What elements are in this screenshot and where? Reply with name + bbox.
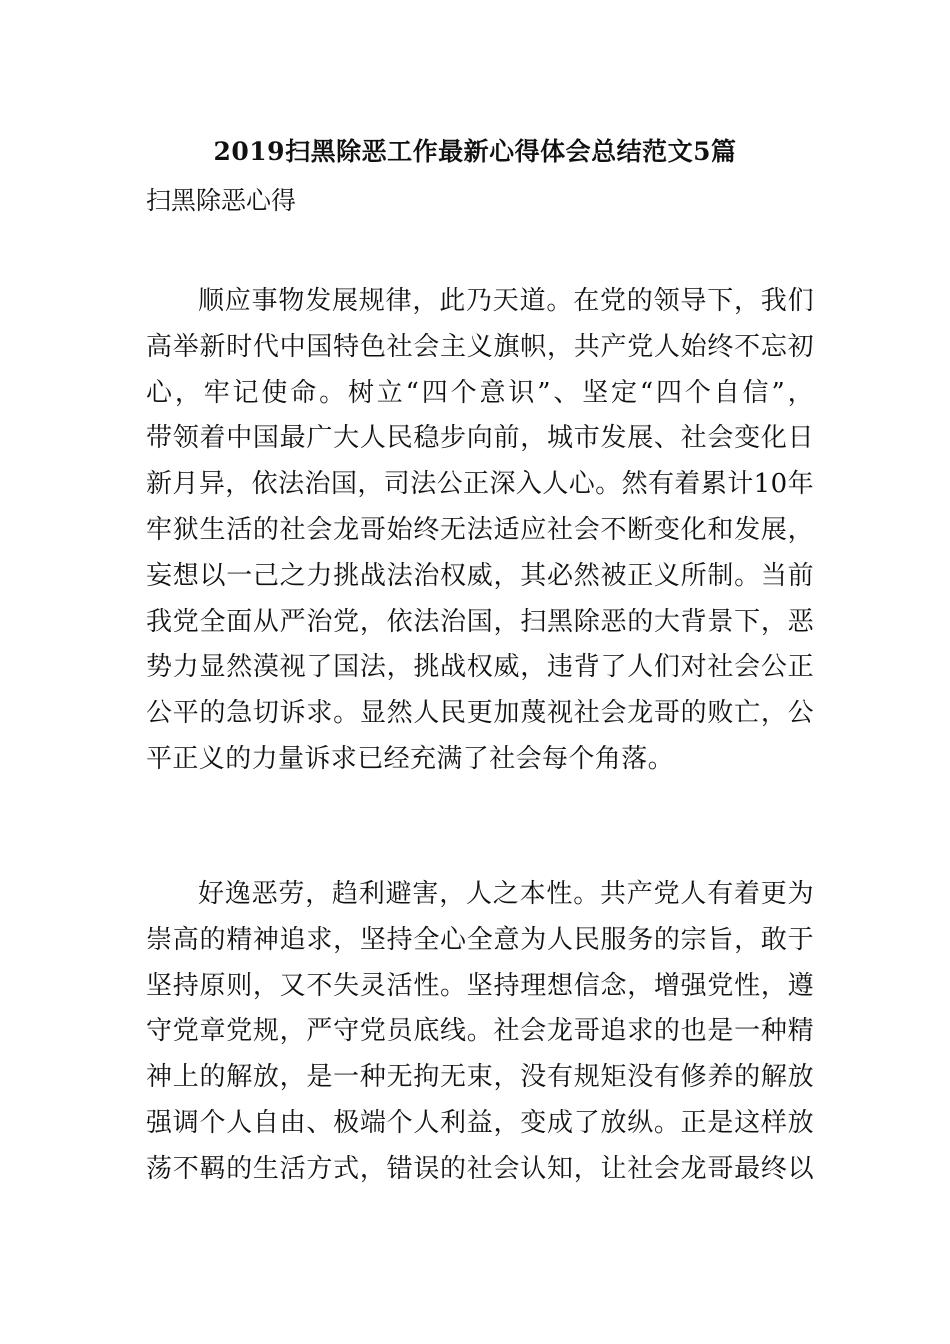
document-subtitle: 扫黑除恶心得 (146, 186, 297, 215)
paragraph-1 (146, 279, 814, 783)
paragraph-line: 神上的解放，是一种无拘无束，没有规矩没有修养的解放 (146, 1062, 814, 1093)
paragraph-line: 带领着中国最广大人民稳步向前，城市发展、社会变化日 (146, 423, 814, 454)
paragraph-line: 牢狱生活的社会龙哥始终无法适应社会不断变化和发展， (146, 514, 814, 545)
paragraph-line: 顺应事物发展规律，此乃天道。在党的领导下，我们 (198, 286, 814, 316)
paragraph-line: 心，牢记使命。树立“四个意识”、坚定“四个自信”， (146, 377, 814, 408)
paragraph-line: 强调个人自由、极端个人利益，变成了放纵。正是这样放 (146, 1107, 814, 1138)
paragraph-line: 高举新时代中国特色社会主义旗帜，共产党人始终不忘初 (146, 331, 814, 362)
paragraph-line: 新月异，依法治国，司法公正深入人心。然有着累计10年 (146, 469, 814, 500)
paragraph-line: 妄想以一己之力挑战法治权威，其必然被正义所制。当前 (146, 560, 814, 591)
paragraph-line: 坚持原则，又不失灵活性。坚持理想信念，增强党性，遵 (146, 970, 814, 1001)
paragraph-2 (146, 872, 814, 1193)
paragraph-line: 平正义的力量诉求已经充满了社会每个角落。 (146, 743, 675, 774)
paragraph-line: 荡不羁的生活方式，错误的社会认知，让社会龙哥最终以 (146, 1153, 814, 1184)
paragraph-line: 公平的急切诉求。显然人民更加蔑视社会龙哥的败亡，公 (146, 698, 814, 729)
paragraph-line: 势力显然漠视了国法，挑战权威，违背了人们对社会公正 (146, 652, 814, 683)
paragraph-line: 好逸恶劳，趋利避害，人之本性。共产党人有着更为 (198, 879, 814, 909)
paragraph-line: 崇高的精神追求，坚持全心全意为人民服务的宗旨，敢于 (146, 924, 814, 955)
document-title: 2019扫黑除恶工作最新心得体会总结范文5篇 (213, 137, 737, 166)
paragraph-line: 守党章党规，严守党员底线。社会龙哥追求的也是一种精 (146, 1016, 814, 1047)
paragraph-line: 我党全面从严治党，依法治国，扫黑除恶的大背景下，恶 (146, 606, 814, 637)
